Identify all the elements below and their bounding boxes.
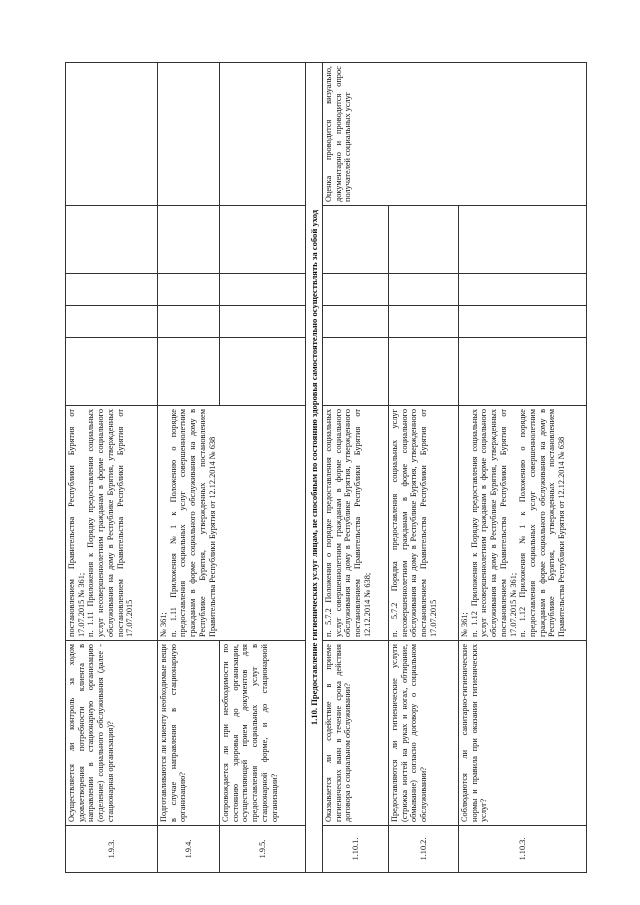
rotated-page (65, 63, 585, 873)
answer-yes-cell (220, 338, 306, 406)
legal-basis (323, 406, 389, 641)
comment-cell (220, 206, 306, 274)
comment-cell (66, 206, 158, 274)
answer-yes-cell (389, 338, 459, 406)
note-cell (158, 63, 220, 206)
question-text: Сопровождается ли при необходимости по состоянию здоровья до организации, осуществляющей прием документов для предоставления социальных услуг в стационарной форме, и до стационарной организации? (220, 641, 306, 826)
answer-yes-cell (323, 338, 389, 406)
legal-basis (66, 406, 158, 641)
row-number: 1.10.1. (323, 826, 389, 873)
legal-basis (459, 406, 587, 641)
answer-na-cell (459, 274, 587, 306)
legal-basis-line: п. 5.7.2 Порядка предоставления социальных услуг несовершеннолетним гражданам в форме социального обслуживания на дому в Республике Бурятия, утвержденного постановлением Правительства Республики Бурятия от 17.07.2015 (390, 409, 438, 637)
answer-no-cell (66, 306, 158, 338)
legal-basis-line: п. 5.7.2 Положения о порядке предоставления социальных услуг совершеннолетним гражданам в форме социального обслуживания на дому в Республике Бурятия, утвержденного постановлением Правительства Республики Бурятия от 12.12.2014 № 638; (324, 409, 372, 637)
answer-na-cell (389, 274, 459, 306)
answer-na-cell (323, 274, 389, 306)
answer-no-cell (459, 306, 587, 338)
note-cell: Оценка проводится визуально, документарно и проводится опрос получателей социальных услуг (323, 63, 587, 206)
question-text: Предоставляются ли гигиенические услуги (стрижка ногтей на руках и ногах, обтирание, обмывание) согласно договору о социальном обслуживании? (389, 641, 459, 826)
row-number: 1.10.3. (459, 826, 587, 873)
question-text: Соблюдаются ли санитарно-гигиенические нормы и правила при оказании гигиенических услуг? (459, 641, 587, 826)
row-number: 1.9.5. (220, 826, 306, 873)
comment-cell (158, 206, 220, 274)
note-cell (66, 63, 158, 206)
legal-basis-line: п. 1.12 Приложения №1 к Положению о порядке предоставления социальных услуг совершеннолетним гражданам в форме социального обслуживания на дому в Республике Бурятия, утвержденных постановлением Правительства Республики Бурятия от 12.12.2014 № 638 (518, 409, 567, 637)
answer-no-cell (220, 306, 306, 338)
answer-no-cell (158, 306, 220, 338)
legal-basis-line: № 361; (159, 612, 168, 637)
comment-cell (459, 206, 587, 274)
section-title: 1.10. Предоставление гигиенических услуг лицам, не способным по состоянию здоровья самостоятельно осуществлять за собой уход (306, 63, 323, 873)
table-row (158, 63, 220, 873)
legal-basis (389, 406, 459, 641)
note-cell (220, 63, 306, 206)
answer-yes-cell (158, 338, 220, 406)
row-number: 1.9.3. (66, 826, 158, 873)
checklist-table (65, 62, 587, 873)
comment-cell (323, 206, 389, 274)
legal-basis-line: № 361; (460, 612, 470, 637)
legal-basis-line: п. 1.11 Приложения №1 к Положению о порядке предоставления социальных услуг совершеннолетним гражданам в форме социального обслуживания на дому в Республике Бурятия, утвержденных постановлением Правительства Республики Бурятия от 12.12.2014 № 638 (168, 409, 217, 637)
legal-basis-line: п. 1.12 Приложения к Порядку предоставления социальных услуг несовершеннолетним гражданам в форме социального обслуживания на дому в Республике Бурятия, утвержденных постановлением Правительства Республики Бурятия от 17.07.2015 № 361; (469, 409, 518, 637)
question-text: Подготавливаются ли клиенту необходимые вещи в случае направления в стационарную организацию? (158, 641, 220, 826)
answer-yes-cell (66, 338, 158, 406)
question-text: Оказывается ли содействие в приеме гигиенических ванн в течение срока действия договора о социальном обслуживании? (323, 641, 389, 826)
answer-yes-cell (459, 338, 587, 406)
answer-no-cell (389, 306, 459, 338)
legal-basis-line: п. 1.11 Приложения к Порядку предоставления социальных услуг несовершеннолетним гражданам в форме социального обслуживания на дому в Республике Бурятия, утвержденных постановлением Правительства Республики Бурятия от 17.07.2015 (86, 409, 135, 637)
answer-na-cell (158, 274, 220, 306)
table-row (323, 63, 389, 873)
question-text: Осуществляется ли контроль за ходом удовлетворения потребности клиента в направлении в стационарную организацию (отделение) социального обслуживания (далее - стационарная организация)? (66, 641, 158, 826)
legal-basis (158, 406, 306, 641)
row-number: 1.10.2. (389, 826, 459, 873)
table-row (66, 63, 158, 873)
answer-no-cell (323, 306, 389, 338)
answer-na-cell (220, 274, 306, 306)
row-number: 1.9.4. (158, 826, 220, 873)
comment-cell (389, 206, 459, 274)
legal-basis-line: постановлением Правительства Республики Бурятия от 17.07.2015 № 361; (67, 409, 86, 637)
answer-na-cell (66, 274, 158, 306)
section-header-row (306, 63, 323, 873)
